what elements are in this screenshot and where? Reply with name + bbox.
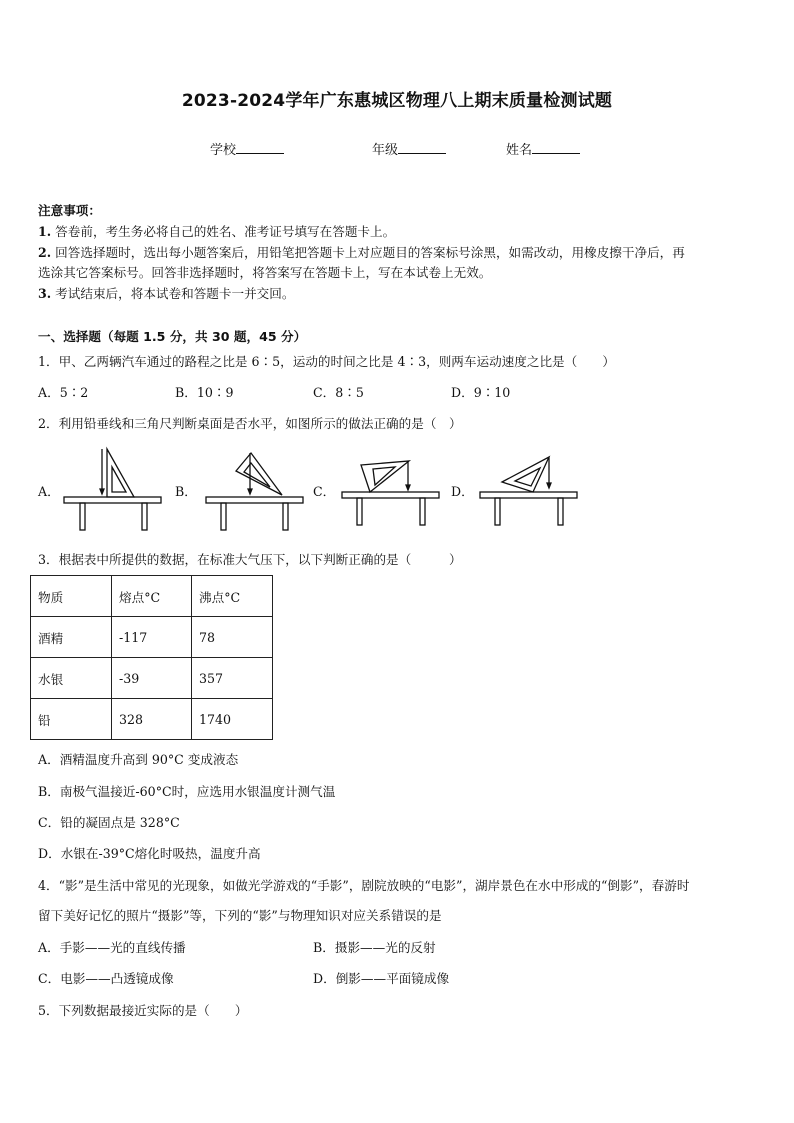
- table-row: [31, 617, 273, 658]
- table-cell: 78: [192, 617, 273, 658]
- q1-option-a[interactable]: A．5∶2: [38, 385, 89, 400]
- q1-option-c[interactable]: C．8∶5: [313, 385, 364, 400]
- q1-option-d[interactable]: D．9∶10: [451, 385, 511, 400]
- grade-field[interactable]: [372, 139, 446, 158]
- q1-option-b[interactable]: B．10∶9: [175, 385, 234, 400]
- school-label: 学校: [210, 143, 237, 158]
- q3-stem: 3．根据表中所提供的数据，在标准大气压下，以下判断正确的是（ ）: [38, 552, 462, 567]
- table-cell: 水银: [31, 658, 112, 699]
- table-cell: -39: [112, 658, 192, 699]
- table-cell: -117: [112, 617, 192, 658]
- table-header-row: [31, 576, 273, 617]
- figure-d-triangle-icon: [502, 457, 551, 492]
- table-cell: 铅: [31, 699, 112, 740]
- q2-stem: 2．利用铅垂线和三角尺判断桌面是否水平，如图所示的做法正确的是（ ）: [38, 416, 462, 431]
- table-header-cell: 物质: [31, 576, 112, 617]
- notice-item-2: 2. 回答选择题时，选出每小题答案后，用铅笔把答题卡上对应题目的答案标号涂黑，如需改动，用橡皮擦干净后，再: [38, 245, 685, 260]
- table-header-cell: 熔点°C: [112, 576, 192, 617]
- q3-option-b[interactable]: B．南极气温接近-60°C时，应选用水银温度计测气温: [38, 784, 336, 799]
- q2-label-b[interactable]: B．: [175, 484, 197, 499]
- q4-option-c[interactable]: C．电影——凸透镜成像: [38, 971, 174, 986]
- figure-c-table-icon: [342, 492, 439, 525]
- q3-option-a[interactable]: A．酒精温度升高到 90°C 变成液态: [38, 752, 239, 767]
- q4-option-d[interactable]: D．倒影——平面镜成像: [313, 971, 450, 986]
- q2-label-a[interactable]: A．: [38, 484, 60, 499]
- q1-stem: 1．甲、乙两辆汽车通过的路程之比是 6∶5，运动的时间之比是 4∶3，则两车运动速度之比是（ ）: [38, 354, 616, 369]
- notice-heading: 注意事项：: [38, 203, 101, 218]
- q2-label-c[interactable]: C．: [313, 484, 336, 499]
- table-cell: 1740: [192, 699, 273, 740]
- section-heading: 一、选择题（每题 1.5 分，共 30 题，45 分）: [38, 329, 307, 344]
- school-blank[interactable]: [236, 140, 284, 154]
- notice-item-2-cont: 选涂其它答案标号。回答非选择题时，将答案写在答题卡上，写在本试卷上无效。: [38, 265, 492, 280]
- notice-item-3: 3. 考试结束后，将本试卷和答题卡一并交回。: [38, 286, 295, 301]
- grade-label: 年级: [372, 143, 399, 158]
- figure-d-table-icon: [480, 492, 577, 525]
- school-field[interactable]: [210, 139, 284, 158]
- q4-option-a[interactable]: A．手影——光的直线传播: [38, 940, 186, 955]
- table-cell: 酒精: [31, 617, 112, 658]
- notice-item-1: 1. 答卷前，考生务必将自己的姓名、准考证号填写在答题卡上。: [38, 224, 396, 239]
- figure-b-table-icon: [206, 497, 303, 530]
- q3-option-d[interactable]: D．水银在-39°C熔化时吸热，温度升高: [38, 846, 261, 861]
- table-row: [31, 658, 273, 699]
- figure-a-triangle-icon: [100, 449, 134, 497]
- table-cell: 357: [192, 658, 273, 699]
- table-row: [31, 699, 273, 740]
- name-blank[interactable]: [532, 140, 580, 154]
- q2-label-d[interactable]: D．: [451, 484, 474, 499]
- q4-option-b[interactable]: B．摄影——光的反射: [313, 940, 436, 955]
- figure-a-table-icon: [64, 497, 161, 530]
- grade-blank[interactable]: [398, 140, 446, 154]
- figure-c-triangle-icon: [361, 461, 410, 492]
- name-field[interactable]: [506, 139, 580, 158]
- q5-stem: 5．下列数据最接近实际的是（ ）: [38, 1003, 248, 1018]
- q3-data-table: [30, 575, 273, 740]
- table-header-cell: 沸点°C: [192, 576, 273, 617]
- name-label: 姓名: [506, 143, 533, 158]
- figure-b-triangle-icon: [236, 453, 282, 495]
- q3-option-c[interactable]: C．铅的凝固点是 328°C: [38, 815, 180, 830]
- q4-stem-line1: 4．“影”是生活中常见的光现象，如做光学游戏的“手影”，剧院放映的“电影”，湖岸景色在水中形成的“倒影”，春游时: [38, 878, 690, 893]
- page-title: 2023-2024学年广东惠城区物理八上期末质量检测试题: [181, 91, 613, 111]
- table-cell: 328: [112, 699, 192, 740]
- q2-figures: [30, 445, 590, 535]
- q4-stem-line2: 留下美好记忆的照片“摄影”等，下列的“影”与物理知识对应关系错误的是: [38, 908, 442, 923]
